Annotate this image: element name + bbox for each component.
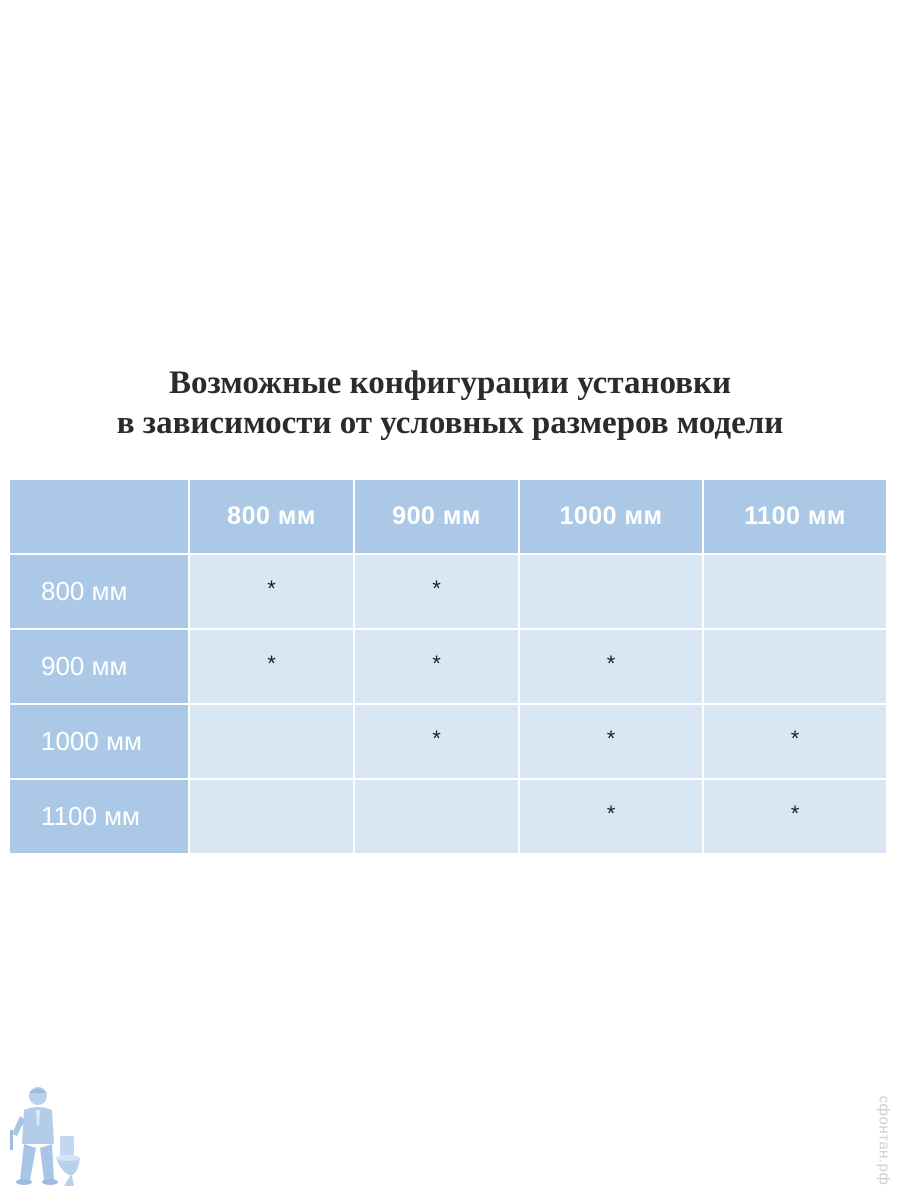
row-header-1100: 1100 мм xyxy=(10,780,188,853)
row-header-1000: 1000 мм xyxy=(10,705,188,778)
page-title xyxy=(0,363,900,443)
table-cell: * xyxy=(520,780,702,853)
table-cell: * xyxy=(355,705,518,778)
site-watermark xyxy=(872,1088,896,1192)
table-cell xyxy=(355,780,518,853)
table-cell: * xyxy=(704,705,886,778)
table-cell: * xyxy=(520,705,702,778)
plumber-with-toilet-icon xyxy=(8,1082,82,1190)
column-header-900: 900 мм xyxy=(355,480,518,553)
table-cell xyxy=(520,555,702,628)
row-header-900: 900 мм xyxy=(10,630,188,703)
table-cell xyxy=(190,705,353,778)
table-cell: * xyxy=(355,630,518,703)
row-header-800: 800 мм xyxy=(10,555,188,628)
column-header-1000: 1000 мм xyxy=(520,480,702,553)
table-cell xyxy=(704,555,886,628)
table-cell: * xyxy=(190,555,353,628)
column-header-800: 800 мм xyxy=(190,480,353,553)
table-cell xyxy=(190,780,353,853)
column-header-1100: 1100 мм xyxy=(704,480,886,553)
table-cell: * xyxy=(520,630,702,703)
table-cell: * xyxy=(704,780,886,853)
watermark-text: сфонтан.рф xyxy=(875,1095,893,1185)
table-cell: * xyxy=(355,555,518,628)
table-cell: * xyxy=(190,630,353,703)
title-line-2: в зависимости от условных размеров модели xyxy=(116,405,784,441)
title-line-1: Возможные конфигурации установки xyxy=(169,365,731,401)
table-cell xyxy=(704,630,886,703)
table-corner-cell xyxy=(10,480,188,553)
configuration-table xyxy=(10,480,886,852)
